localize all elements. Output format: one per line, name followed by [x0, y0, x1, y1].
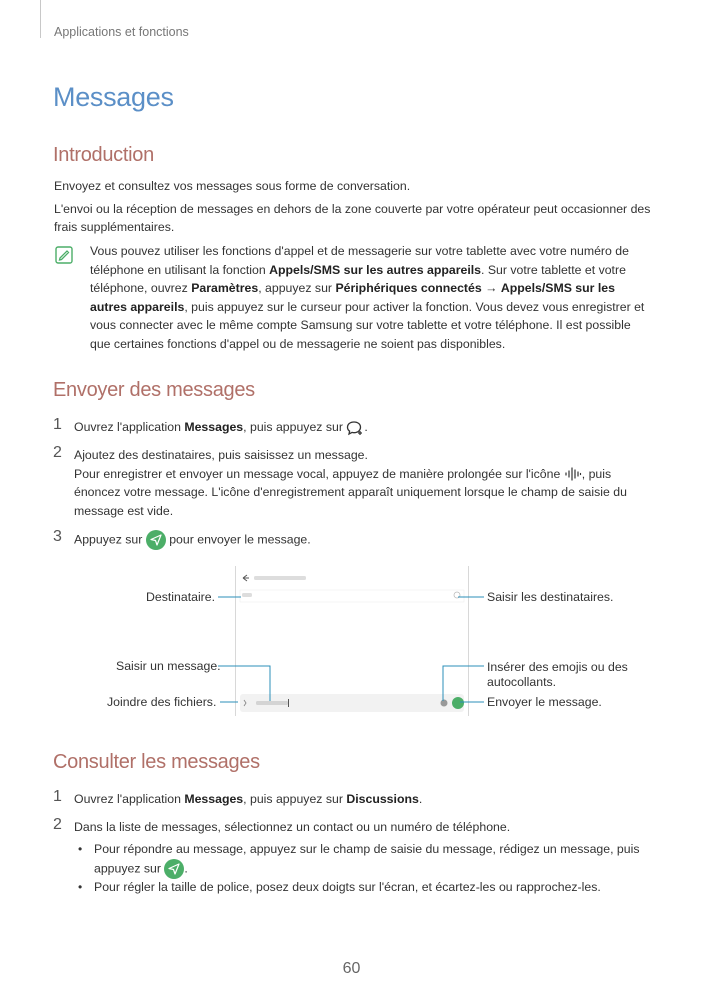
callout-line-message	[218, 666, 270, 701]
view-bullet-2: Pour régler la taille de police, posez deux doigts sur l'écran, et écartez-les ou rapprochez-les.	[94, 880, 601, 894]
send-step-1-number: 1	[53, 416, 62, 433]
page-number: 60	[342, 960, 361, 977]
bullet-marker: •	[78, 880, 83, 894]
bullet-marker: •	[78, 842, 83, 856]
callout-attach: Joindre des fichiers.	[107, 695, 217, 709]
send-heading: Envoyer des messages	[53, 379, 255, 401]
intro-heading: Introduction	[53, 144, 154, 166]
note-text: Vous pouvez utiliser les fonctions d'appel et de messagerie sur votre tablette avec votre numéro de téléphone en utilisant la fonction Appels/SMS sur les autres appareils. Sur votre tablette et votre téléphone, ouvrez Paramètres, appuyez sur Périphériques connectés → Appels/SMS sur les autres appareils, puis appuyez sur le curseur pour activer la fonction. Vous devez vous enregistrer et vous connecter avec le même compte Samsung sur votre tablette et votre téléphone. Il est possible que certaines fonctions d'appel ou de messagerie ne soient pas disponibles.	[90, 244, 645, 351]
callout-emoji: Insérer des emojis ou des autocollants.	[487, 660, 628, 689]
view-step-2-number: 2	[53, 816, 62, 833]
intro-paragraph-2: L'envoi ou la réception de messages en dehors de la zone couverte par votre opérateur peut occasionner des frais supplémentaires.	[54, 202, 651, 234]
callout-input-recipients: Saisir les destinataires.	[487, 590, 614, 604]
callout-type-message: Saisir un message.	[116, 659, 221, 673]
view-step-1: Ouvrez l'application Messages, puis appuyez sur Discussions.	[74, 792, 423, 806]
view-bullet-1: Pour répondre au message, appuyez sur le champ de saisie du message, rédigez un message, puis appuyez sur .	[94, 840, 654, 879]
view-step-1-number: 1	[53, 788, 62, 805]
send-step-3-number: 3	[53, 528, 62, 545]
section-label: Applications et fonctions	[54, 25, 189, 39]
callout-line-emoji	[443, 666, 484, 701]
send-step-2: Ajoutez des destinataires, puis saisissez un message. Pour enregistrer et envoyer un message vocal, appuyez de manière prolongée sur l'icône , puis énoncez votre message. L'icône d'enregistrement apparaît uniquement lorsque le champ de saisie du message est vide.	[74, 448, 627, 518]
view-step-2: Dans la liste de messages, sélectionnez un contact ou un numéro de téléphone.	[74, 820, 511, 834]
page-title: Messages	[53, 82, 174, 112]
send-step-3: Appuyez sur pour envoyer le message.	[74, 530, 654, 550]
intro-paragraph-1: Envoyez et consultez vos messages sous forme de conversation.	[54, 179, 411, 193]
view-heading: Consulter les messages	[53, 751, 260, 773]
send-icon	[164, 859, 184, 879]
send-step-2-number: 2	[53, 444, 62, 461]
callout-recipient: Destinataire.	[146, 590, 216, 604]
callout-send: Envoyer le message.	[487, 695, 602, 709]
send-step-1: Ouvrez l'application Messages, puis appuyez sur .	[74, 420, 368, 434]
